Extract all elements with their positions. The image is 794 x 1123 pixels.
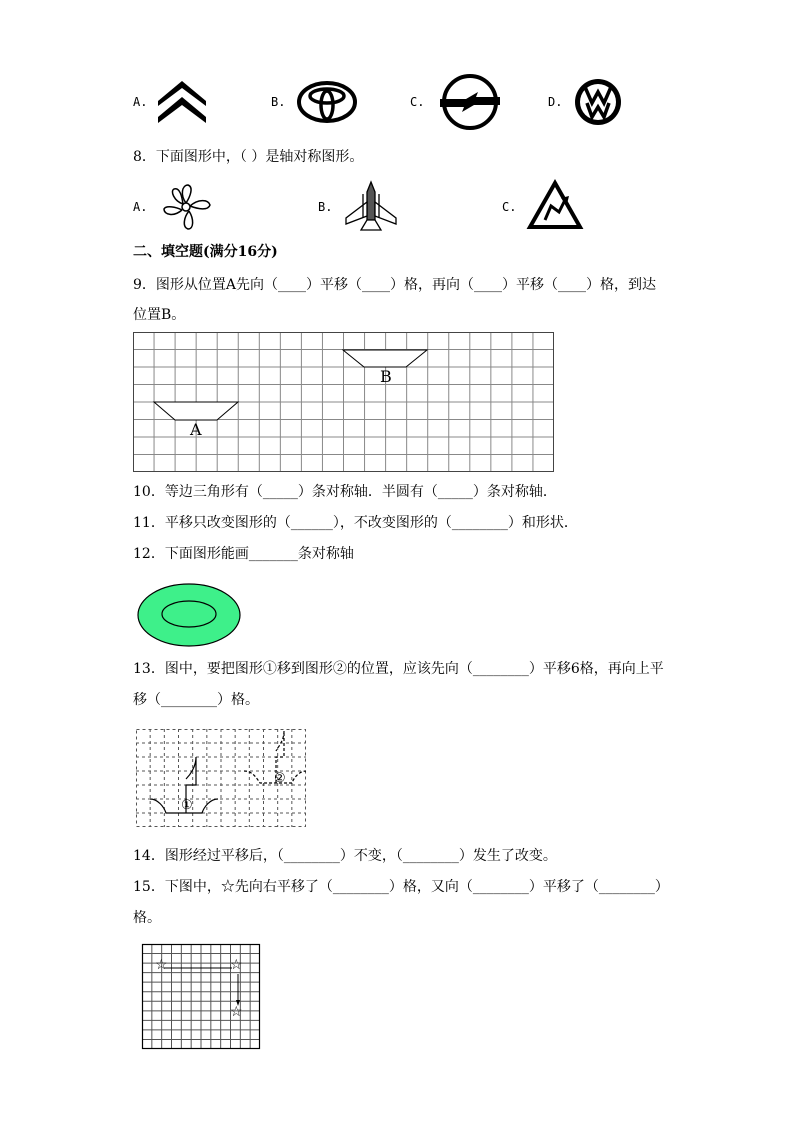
label-b: B — [380, 367, 392, 386]
q12: 12．下面图形能画_______条对称轴 — [133, 546, 354, 562]
figure-1-label: ① — [181, 798, 193, 813]
q14: 14．图形经过平移后，（________）不变，（________）发生了改变。 — [133, 848, 557, 864]
q9-line2: 位置B。 — [133, 307, 186, 323]
q8-option-b-label: B. — [318, 200, 333, 214]
flower-icon — [160, 183, 212, 231]
citroen-logo-icon — [158, 77, 208, 127]
star-middle-icon: ☆ — [230, 957, 243, 973]
trapezoid-a — [154, 402, 238, 420]
q15-line1: 15．下图中，☆先向右平移了（________）格，又向（________）平移了（________） — [133, 879, 669, 895]
q11: 11．平移只改变图形的（______），不改变图形的（________）和形状． — [133, 515, 578, 531]
q7-option-d-label: D. — [548, 95, 563, 109]
q15-line2: 格。 — [133, 910, 161, 926]
road-sign-icon — [527, 180, 583, 230]
trapezoid-b — [343, 350, 427, 367]
q9-line1: 9．图形从位置A先向（____）平移（____）格，再向（____）平移（____）格，到达 — [133, 277, 657, 293]
star-end-icon: ☆ — [230, 1004, 243, 1020]
q7-option-c-label: C. — [410, 95, 425, 109]
q8-option-a-label: A. — [133, 200, 148, 214]
section-heading: 二、填空题(满分16分) — [133, 244, 278, 260]
q8-option-c-label: C. — [502, 200, 517, 214]
q10: 10．等边三角形有（_____）条对称轴．半圆有（_____）条对称轴． — [133, 484, 557, 500]
q7-option-a-label: A. — [133, 95, 148, 109]
opel-logo-icon — [438, 72, 502, 132]
green-ring-ellipse — [135, 582, 245, 648]
volkswagen-logo-icon — [573, 77, 623, 127]
label-a: A — [190, 420, 202, 439]
star-start-icon: ☆ — [155, 957, 168, 973]
q7-option-b-label: B. — [271, 95, 286, 109]
q9-grid — [133, 332, 554, 472]
toyota-logo-icon — [296, 80, 358, 124]
q13-line2: 移（________）格。 — [133, 692, 259, 708]
q13-line1: 13．图中，要把图形①移到图形②的位置，应该先向（________）平移6格，再向上平 — [133, 661, 664, 677]
jet-icon — [344, 180, 398, 232]
q8-question: 8．下面图形中，（ ）是轴对称图形。 — [133, 149, 364, 165]
figure-2-label: ② — [274, 771, 286, 786]
